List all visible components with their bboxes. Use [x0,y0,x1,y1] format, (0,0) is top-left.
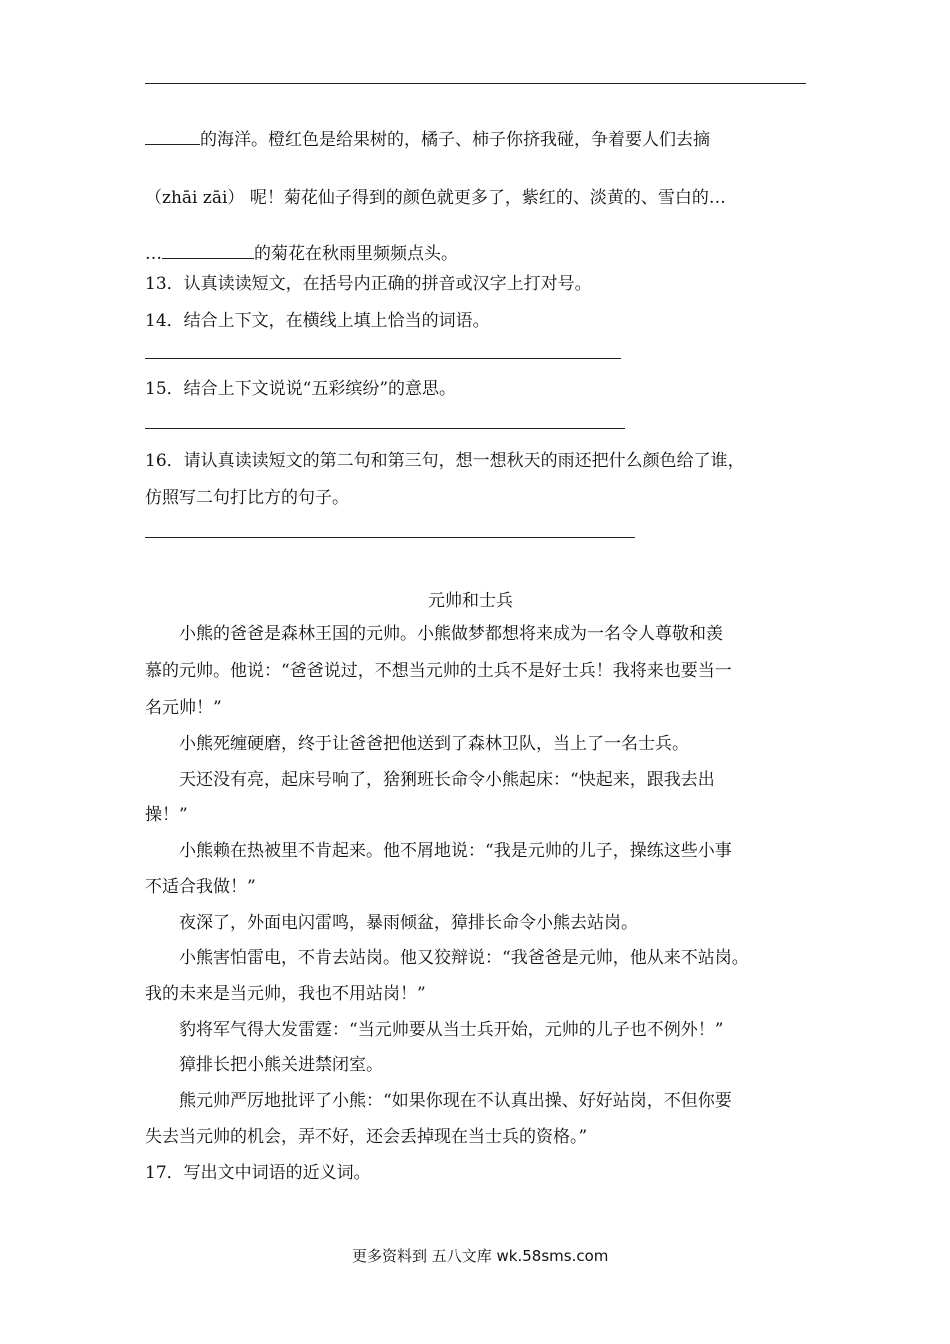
question-14: 14．结合上下文，在横线上填上恰当的词语。 [145,311,490,331]
question-16-line-1: 16．请认真读读短文的第二句和第三句，想一想秋天的雨还把什么颜色给了谁， [145,451,745,471]
story-line: 慕的元帅。他说：“爸爸说过，不想当元帅的土兵不是好士兵！我将来也要当一 [145,661,732,681]
answer-line-14[interactable] [145,358,621,359]
story-line: 操！” [145,805,188,825]
header-rule [145,83,806,84]
footer-link[interactable]: 更多资料到 五八文库 wk.58sms.com [352,1247,609,1265]
passage-line-3: … 的菊花在秋雨里频频点头。 [145,240,458,265]
fill-blank[interactable] [145,126,200,145]
story-line: 名元帅！” [145,698,222,718]
story-line: 小熊死缠硬磨，终于让爸爸把他送到了森林卫队，当上了一名士兵。 [179,734,689,754]
story-line: 豹将军气得大发雷霆：“当元帅要从当士兵开始，元帅的儿子也不例外！” [179,1020,724,1040]
question-15: 15．结合上下文说说“五彩缤纷”的意思。 [145,379,457,399]
story-title: 元帅和士兵 [428,591,513,611]
story-line: 我的未来是当元帅，我也不用站岗！” [145,984,426,1004]
story-line: 小熊害怕雷电，不肯去站岗。他又狡辩说：“我爸爸是元帅，他从来不站岗。 [179,948,749,968]
question-16-line-2: 仿照写二句打比方的句子。 [145,488,349,508]
answer-line-15[interactable] [145,428,625,429]
story-line: 失去当元帅的机会，弄不好，还会丢掉现在当士兵的资格。” [145,1127,588,1147]
story-line: 獐排长把小熊关进禁闭室。 [179,1055,383,1075]
passage-line-1: 的海洋。橙红色是给果树的，橘子、柿子你挤我碰，争着要人们去摘 [145,126,710,151]
story-line: 熊元帅严厉地批评了小熊：“如果你现在不认真出操、好好站岗，不但你要 [179,1091,732,1111]
story-line: 小熊的爸爸是森林王国的元帅。小熊做梦都想将来成为一名令人尊敬和羡 [179,624,723,644]
story-line: 小熊赖在热被里不肯起来。他不屑地说：“我是元帅的儿子，操练这些小事 [179,841,732,861]
question-13: 13．认真读读短文，在括号内正确的拼音或汉字上打对号。 [145,274,592,294]
story-line: 不适合我做！” [145,877,256,897]
answer-line-16[interactable] [145,537,635,538]
story-line: 天还没有亮，起床号响了，猞猁班长命令小熊起床：“快起来，跟我去出 [179,770,715,790]
fill-blank[interactable] [162,240,254,259]
story-line: 夜深了，外面电闪雷鸣，暴雨倾盆，獐排长命令小熊去站岗。 [179,913,638,933]
passage-line-2: （zhāi zāi） 呢！菊花仙子得到的颜色就更多了，紫红的、淡黄的、雪白的… [145,188,726,208]
question-17: 17．写出文中词语的近义词。 [145,1163,371,1183]
